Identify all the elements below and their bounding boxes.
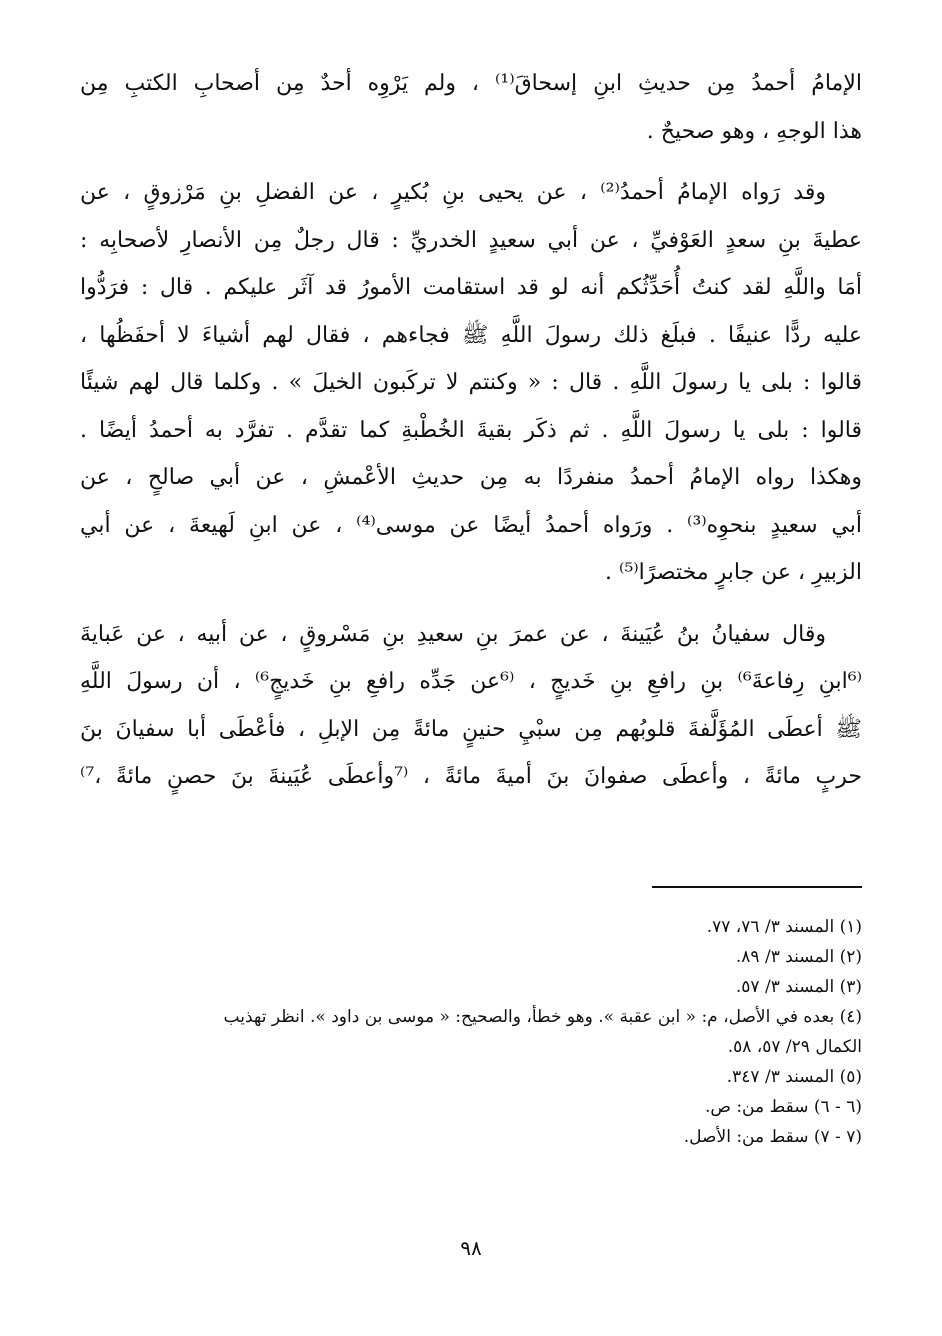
footnote: (١) المسند ٣/ ٧٦، ٧٧. bbox=[706, 917, 862, 937]
paragraph-2 bbox=[80, 169, 862, 597]
book-page bbox=[80, 60, 862, 1300]
text-line: أمَا واللَّهِ لقد كنتُ أُحَدِّثُكم أنه لو قد استقامت الأمورُ قد آثَر عليكم . قال : فرَدُّوا bbox=[80, 275, 862, 300]
footnote-separator bbox=[652, 886, 862, 888]
text-line: الزبيرِ ، عن جابرٍ مختصرًا⁽⁵⁾ . bbox=[605, 560, 862, 585]
text-line: عطيةَ بنِ سعدٍ العَوْفيِّ ، عن أبي سعيدٍ الخدريِّ : قال رجلٌ مِن الأنصارِ لأصحابِه : bbox=[80, 227, 862, 253]
paragraph-1 bbox=[80, 60, 862, 155]
footnote-continuation: الكمال ٢٩/ ٥٧، ٥٨. bbox=[727, 1037, 862, 1057]
text-line: الإمامُ أحمدُ مِن حديثِ ابنِ إسحاقَ⁽¹⁾ ، ولم يَرْوِه أحدٌ مِن أصحابِ الكتبِ مِن bbox=[80, 71, 862, 96]
text-line: أبي سعيدٍ بنحوِه⁽³⁾ . ورَواه أحمدُ أيضًا عن موسى⁽⁴⁾ ، عن ابنِ لَهيعةَ ، عن أبي bbox=[80, 512, 862, 538]
text-line: وهكذا رواه الإمامُ أحمدُ منفردًا به مِن حديثِ الأعْمشِ ، عن أبي صالحٍ ، عن bbox=[80, 465, 862, 490]
paragraph-3 bbox=[80, 611, 862, 801]
text-line: وقال سفيانُ بنُ عُيَينةَ ، عن عمرَ بنِ سعيدِ بنِ مَسْروقٍ ، عن أبيه ، عن عَبايةَ bbox=[80, 621, 826, 647]
text-line: ⁽⁶ابنِ رِفاعةَ⁶⁾ بنِ رافعِ بنِ خَديجٍ ، ⁽⁶عن جَدِّه رافعِ بنِ خَديجٍ⁶⁾ ، أن رسولَ اللَّهِ bbox=[80, 669, 862, 694]
text-line: هذا الوجهِ ، وهو صحيحٌ . bbox=[646, 118, 862, 144]
footnote: (٣) المسند ٣/ ٥٧. bbox=[735, 977, 862, 997]
footnotes bbox=[80, 912, 862, 1152]
text-line: قالوا : بلى يا رسولَ اللَّهِ . ثم ذكَر بقيةَ الخُطْبةِ كما تقدَّم . تفرَّد به أحمدُ أيضًا . bbox=[80, 417, 862, 443]
text-line: عليه ردًّا عنيفًا . فبلَغ ذلك رسولَ اللَّهِ ﷺ فجاءهم ، فقال لهم أشياءَ لا أحفَظُها ، bbox=[80, 322, 862, 348]
text-line: قالوا : بلى يا رسولَ اللَّهِ . قال : « وكنتم لا تركَبون الخيلَ » . وكلما قال لهم شيئًا bbox=[80, 370, 862, 395]
footnote: (٦ - ٦) سقط من: ص. bbox=[704, 1097, 862, 1117]
text-line: ﷺ أعطَى المُؤَلَّفةَ قلوبُهم مِن سبْيِ حنينٍ مائةً مِن الإبلِ ، فأعْطَى أبا سفيانَ بنَ bbox=[80, 716, 862, 742]
text-line: حربٍ مائةً ، وأعطَى صفوانَ بنَ أميةَ مائةً ، ⁽⁷وأعطَى عُيَينةَ بنَ حصنٍ مائةً ،⁷⁾ bbox=[80, 764, 862, 789]
footnote: (٢) المسند ٣/ ٨٩. bbox=[735, 947, 862, 967]
footnote: (٤) بعده في الأصل، م: « ابن عقبة ». وهو خطأ، والصحيح: « موسى بن داود ». انظر تهذيب bbox=[223, 1007, 862, 1027]
text-line: وقد رَواه الإمامُ أحمدُ⁽²⁾ ، عن يحيى بنِ بُكيرٍ ، عن الفضلِ بنِ مَرْزوقٍ ، عن bbox=[80, 180, 826, 205]
page-number: ٩٨ bbox=[460, 1236, 482, 1260]
main-text bbox=[80, 60, 862, 801]
footnote: (٥) المسند ٣/ ٣٤٧. bbox=[726, 1067, 862, 1087]
footnote: (٧ - ٧) سقط من: الأصل. bbox=[683, 1127, 862, 1147]
